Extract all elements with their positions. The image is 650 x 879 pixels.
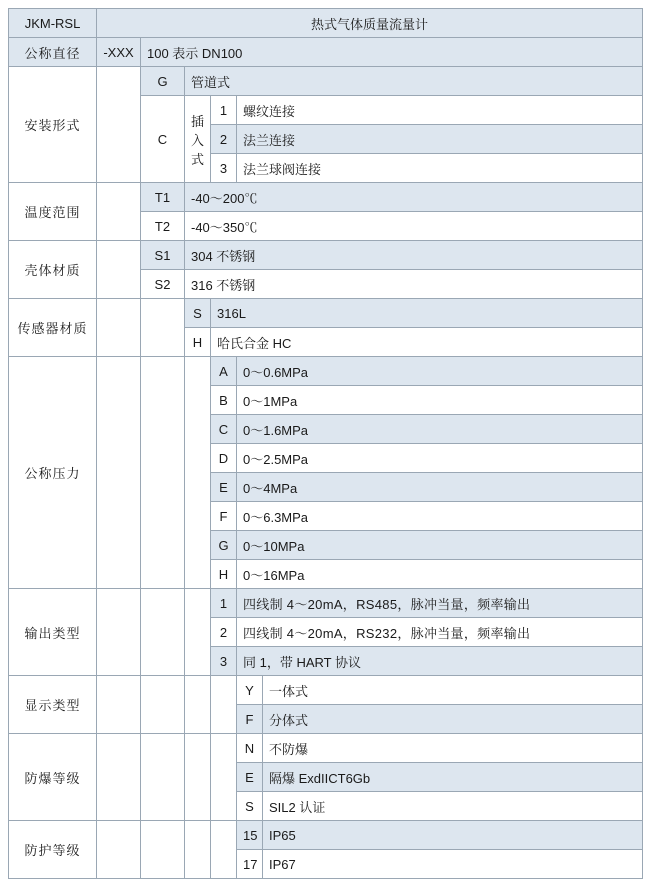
nominal-diameter-label: 公称直径 bbox=[9, 38, 97, 67]
explosion-spacer-a bbox=[97, 734, 141, 821]
pressure-value-f: 0～6.3MPa bbox=[237, 502, 643, 531]
display-value-f: 分体式 bbox=[263, 705, 643, 734]
sensor-material-label: 传感器材质 bbox=[9, 299, 97, 357]
pressure-spacer-b bbox=[141, 357, 185, 589]
protection-value-15: IP65 bbox=[263, 821, 643, 850]
shell-code-s2: S2 bbox=[141, 270, 185, 299]
display-spacer-d bbox=[211, 676, 237, 734]
table-row-temperature-t1 bbox=[9, 183, 643, 212]
mounting-code-g: G bbox=[141, 67, 185, 96]
explosion-code-n: N bbox=[237, 734, 263, 763]
temperature-code-t1: T1 bbox=[141, 183, 185, 212]
nominal-diameter-value: 100 表示 DN100 bbox=[141, 38, 643, 67]
temperature-label: 温度范围 bbox=[9, 183, 97, 241]
sensor-code-s: S bbox=[185, 299, 211, 328]
table-row-protection-15 bbox=[9, 821, 643, 850]
table-row-pressure-a bbox=[9, 357, 643, 386]
output-value-2: 四线制 4～20mA，RS232，脉冲当量，频率输出 bbox=[237, 618, 643, 647]
protection-code-15: 15 bbox=[237, 821, 263, 850]
mounting-label: 安装形式 bbox=[9, 67, 97, 183]
table-row-mounting-g bbox=[9, 67, 643, 96]
mounting-value-2: 法兰连接 bbox=[237, 125, 643, 154]
table-row-display-y bbox=[9, 676, 643, 705]
pressure-code-d: D bbox=[211, 444, 237, 473]
output-spacer-a bbox=[97, 589, 141, 676]
spec-table-page bbox=[0, 8, 650, 872]
explosion-spacer-d bbox=[211, 734, 237, 821]
sensor-value-h: 哈氏合金 HC bbox=[211, 328, 643, 357]
protection-spacer-c bbox=[185, 821, 211, 879]
protection-spacer-b bbox=[141, 821, 185, 879]
sensor-material-spacer-a bbox=[97, 299, 141, 357]
pressure-code-c: C bbox=[211, 415, 237, 444]
pressure-value-e: 0～4MPa bbox=[237, 473, 643, 502]
explosion-code-e: E bbox=[237, 763, 263, 792]
table-row-explosion-n bbox=[9, 734, 643, 763]
output-value-1: 四线制 4～20mA，RS485，脉冲当量，频率输出 bbox=[237, 589, 643, 618]
output-spacer-b bbox=[141, 589, 185, 676]
explosion-label: 防爆等级 bbox=[9, 734, 97, 821]
temperature-value-t1: -40～200℃ bbox=[185, 183, 643, 212]
temperature-spacer bbox=[97, 183, 141, 241]
explosion-value-e: 隔爆 ExdIICT6Gb bbox=[263, 763, 643, 792]
display-spacer-b bbox=[141, 676, 185, 734]
product-name-cell: 热式气体质量流量计 bbox=[97, 9, 643, 38]
pressure-code-e: E bbox=[211, 473, 237, 502]
shell-value-s2: 316 不锈钢 bbox=[185, 270, 643, 299]
mounting-subcode-1: 1 bbox=[211, 96, 237, 125]
output-value-3: 同 1，带 HART 协议 bbox=[237, 647, 643, 676]
display-value-y: 一体式 bbox=[263, 676, 643, 705]
display-label: 显示类型 bbox=[9, 676, 97, 734]
pressure-label: 公称压力 bbox=[9, 357, 97, 589]
pressure-value-b: 0～1MPa bbox=[237, 386, 643, 415]
mounting-value-g: 管道式 bbox=[185, 67, 643, 96]
mounting-spacer bbox=[97, 67, 141, 183]
mounting-insert-label: 插入式 bbox=[185, 96, 211, 183]
display-spacer-a bbox=[97, 676, 141, 734]
output-label: 输出类型 bbox=[9, 589, 97, 676]
mounting-value-1: 螺纹连接 bbox=[237, 96, 643, 125]
pressure-spacer-a bbox=[97, 357, 141, 589]
pressure-value-g: 0～10MPa bbox=[237, 531, 643, 560]
shell-code-s1: S1 bbox=[141, 241, 185, 270]
table-row-shell-s1 bbox=[9, 241, 643, 270]
explosion-code-s: S bbox=[237, 792, 263, 821]
pressure-spacer-c bbox=[185, 357, 211, 589]
table-row-output-1 bbox=[9, 589, 643, 618]
table-row-header bbox=[9, 9, 643, 38]
display-spacer-c bbox=[185, 676, 211, 734]
mounting-subcode-2: 2 bbox=[211, 125, 237, 154]
mounting-value-3: 法兰球阀连接 bbox=[237, 154, 643, 183]
nominal-diameter-code: -XXX bbox=[97, 38, 141, 67]
table-row-nominal-diameter bbox=[9, 38, 643, 67]
shell-value-s1: 304 不锈钢 bbox=[185, 241, 643, 270]
protection-value-17: IP67 bbox=[263, 850, 643, 879]
sensor-value-s: 316L bbox=[211, 299, 643, 328]
pressure-value-h: 0～16MPa bbox=[237, 560, 643, 589]
pressure-code-a: A bbox=[211, 357, 237, 386]
temperature-code-t2: T2 bbox=[141, 212, 185, 241]
sensor-material-spacer-b bbox=[141, 299, 185, 357]
output-code-3: 3 bbox=[211, 647, 237, 676]
mounting-subcode-3: 3 bbox=[211, 154, 237, 183]
pressure-value-a: 0～0.6MPa bbox=[237, 357, 643, 386]
explosion-value-s: SIL2 认证 bbox=[263, 792, 643, 821]
output-code-2: 2 bbox=[211, 618, 237, 647]
sensor-code-h: H bbox=[185, 328, 211, 357]
mounting-code-c: C bbox=[141, 96, 185, 183]
protection-spacer-a bbox=[97, 821, 141, 879]
shell-material-spacer bbox=[97, 241, 141, 299]
table-row-sensor-s bbox=[9, 299, 643, 328]
pressure-value-c: 0～1.6MPa bbox=[237, 415, 643, 444]
shell-material-label: 壳体材质 bbox=[9, 241, 97, 299]
pressure-value-d: 0～2.5MPa bbox=[237, 444, 643, 473]
pressure-code-b: B bbox=[211, 386, 237, 415]
temperature-value-t2: -40～350℃ bbox=[185, 212, 643, 241]
output-spacer-c bbox=[185, 589, 211, 676]
protection-label: 防护等级 bbox=[9, 821, 97, 879]
display-code-f: F bbox=[237, 705, 263, 734]
explosion-spacer-c bbox=[185, 734, 211, 821]
product-selection-table bbox=[8, 8, 643, 879]
pressure-code-g: G bbox=[211, 531, 237, 560]
explosion-value-n: 不防爆 bbox=[263, 734, 643, 763]
model-code-cell: JKM-RSL bbox=[9, 9, 97, 38]
pressure-code-f: F bbox=[211, 502, 237, 531]
output-code-1: 1 bbox=[211, 589, 237, 618]
pressure-code-h: H bbox=[211, 560, 237, 589]
protection-code-17: 17 bbox=[237, 850, 263, 879]
protection-spacer-d bbox=[211, 821, 237, 879]
display-code-y: Y bbox=[237, 676, 263, 705]
explosion-spacer-b bbox=[141, 734, 185, 821]
